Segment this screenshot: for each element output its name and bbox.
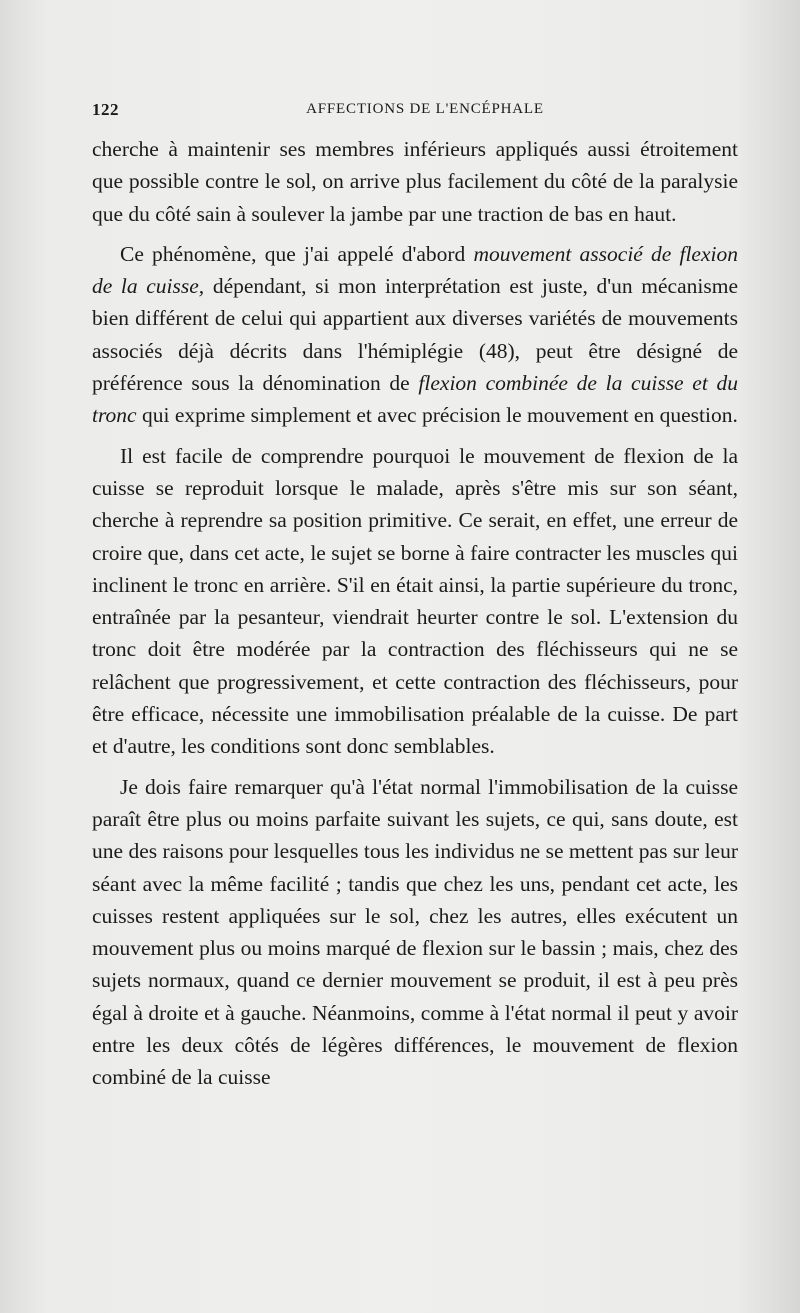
- paragraph-1: [92, 133, 738, 230]
- page-number: 122: [92, 100, 119, 119]
- paragraph-1-text: cherche à maintenir ses membres inférieurs appliqués aussi étroitement que possible contre le sol, on arrive plus facilement du côté de la paralysie que du côté sain à soulever la jambe par une traction de bas en haut.: [92, 137, 738, 226]
- body-text: [92, 133, 738, 1102]
- paragraph-4-text: Je dois faire remarquer qu'à l'état normal l'immobilisation de la cuisse paraît être plus ou moins parfaite suivant les sujets, ce qui, sans doute, est une des raisons pour lesquelles tous les individus ne se mettent pas sur leur séant avec la même facilité ; tandis que chez les uns, pendant cet acte, les cuisses restent appliquées sur le sol, chez les autres, elles exécutent un mouvement plus ou moins marqué de flexion sur le bassin ; mais, chez des sujets normaux, quand ce dernier mouvement se produit, il est à peu près égal à droite et à gauche. Néanmoins, comme à l'état normal il peut y avoir entre les deux côtés de légères différences, le mouvement de flexion combiné de la cuisse: [92, 774, 738, 1090]
- paragraph-4: [92, 771, 738, 1094]
- paragraph-3: [92, 440, 738, 763]
- paragraph-3-text: Il est facile de comprendre pourquoi le mouvement de flexion de la cuisse se reproduit lorsque le malade, après s'être mis sur son séant, cherche à reprendre sa position primitive. Ce serait, en effet, une erreur de croire que, dans cet acte, le sujet se borne à faire contracter les muscles qui inclinent le tronc en arrière. S'il en était ainsi, la partie supérieure du tronc, entraînée par la pesanteur, viendrait heurter contre le sol. L'extension du tronc doit être modérée par la contraction des fléchisseurs qui ne se relâchent que progressivement, et cette contraction des fléchisseurs, pour être efficace, nécessite une immobilisation préalable de la cuisse. De part et d'autre, les conditions sont donc semblables.: [92, 443, 738, 759]
- paragraph-2-text-b: dépendant, si mon interprétation est juste, d'un mécanisme bien différent de celui qui appartient aux diverses variétés de mouvements associés déjà décrits dans l'hémiplégie (48), peut être désigné de préférence sous la dénomination de: [92, 274, 738, 396]
- paragraph-2: [92, 238, 738, 432]
- paragraph-2-italic-term-1: mouvement associé de flexion de la cuisse,: [92, 241, 738, 299]
- page-header: [92, 100, 738, 124]
- paragraph-2-text-c: qui exprime simplement et avec précision le mouvement en question.: [136, 403, 738, 428]
- paragraph-2-text-a: Ce phénomène, que j'ai appelé d'abord: [120, 241, 474, 266]
- running-title: AFFECTIONS DE L'ENCÉPHALE: [306, 101, 544, 117]
- paragraph-2-italic-term-2: flexion combinée de la cuisse et du tronc: [92, 371, 738, 428]
